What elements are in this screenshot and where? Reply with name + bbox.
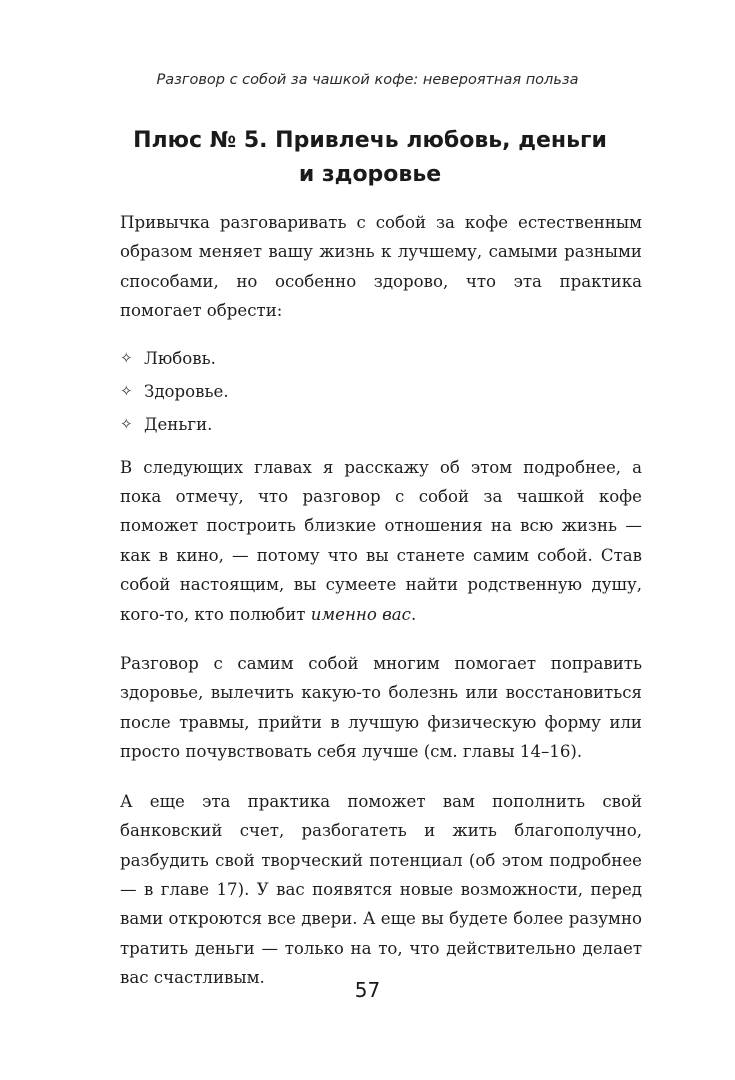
page-number: 57 [354,978,381,1002]
health-paragraph: Разговор с самим собой многим помогает поправить здоровье, вылечить какую-то болезнь или восстановиться после травмы, прийти в лучшую физическую форму или просто почувствовать себя лучше (см. главы 14–16). [120,654,642,762]
four-pointed-star-icon: ✧ [120,381,133,400]
intro-paragraph: Привычка разговаривать с собой за кофе естественным образом меняет вашу жизнь к лучшему, самыми разными способами, но особенно здорово, что эта практика помогает обрести: [120,213,642,321]
body-text [120,208,642,1013]
money-paragraph: А еще эта практика поможет вам пополнить свой банковский счет, разбогатеть и жить благополучно, разбудить свой творческий потенциал (об этом подробнее — в главе 17). У вас появятся новые возможности, перед вами откроются все двери. А еще вы будете более разумно тратить деньги — только на то, что действительно делает вас счастливым. [120,791,642,988]
section-title-line-2: и здоровье [298,162,442,187]
benefits-list [120,342,642,441]
running-header: Разговор с собой за чашкой кофе: невероятная польза [156,72,579,88]
list-item [120,342,642,375]
list-item-label: Любовь. [144,348,216,368]
emphasis-text: именно вас [310,604,411,624]
list-item-label: Деньги. [144,414,213,434]
love-paragraph-text: В следующих главах я расскажу об этом подробнее, а пока отмечу, что разговор с собой за чашкой кофе поможет построить близкие отношения на всю жизнь — как в кино, — потому что вы станете самим собой. Став собой настоящим, вы сумеете найти родственную душу, кого-то, кто полюбит [120,457,642,624]
four-pointed-star-icon: ✧ [120,414,133,433]
four-pointed-star-icon: ✧ [120,348,133,367]
list-item [120,408,642,441]
section-title [100,124,640,192]
list-item [120,375,642,408]
section-title-line-1: Плюс № 5. Привлечь любовь, деньги [133,128,607,153]
list-item-label: Здоровье. [144,381,229,401]
love-paragraph-end: . [410,604,417,624]
love-paragraph [120,453,642,629]
